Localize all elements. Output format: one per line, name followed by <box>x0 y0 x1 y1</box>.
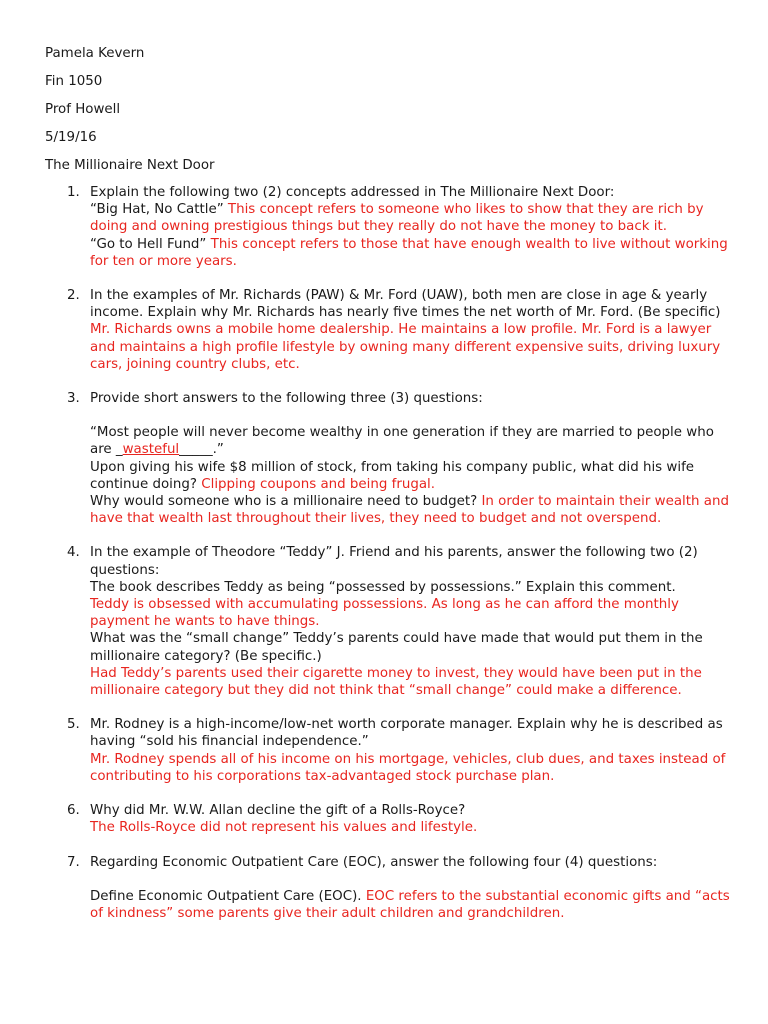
question-number: 5. <box>67 717 80 733</box>
course-name: Fin 1050 <box>45 74 103 89</box>
question-prompt: Regarding Economic Outpatient Care (EOC), answer the following four (4) questions: <box>90 854 658 870</box>
question-number: 6. <box>67 803 80 819</box>
document-page <box>45 40 735 922</box>
document-title: The Millionaire Next Door <box>45 158 215 173</box>
answer-text: EOC refers to the substantial economic gifts and “acts of kindness” some parents give their adult children and grandchildren. <box>90 888 730 921</box>
question-7 <box>45 854 735 923</box>
question-5 <box>45 716 735 785</box>
student-name: Pamela Kevern <box>45 46 145 61</box>
question-prompt: In the examples of Mr. Richards (PAW) & Mr. Ford (UAW), both men are close in age & yearly income. Explain why Mr. Richards has nearly five times the net worth of Mr. Ford. (Be specific) <box>90 288 721 321</box>
document-date: 5/19/16 <box>45 130 97 145</box>
question-prompt: In the example of Theodore “Teddy” J. Friend and his parents, answer the following two (2) questions: <box>90 545 698 578</box>
question-prompt: Why did Mr. W.W. Allan decline the gift of a Rolls-Royce? <box>90 803 466 819</box>
question-prompt: Provide short answers to the following three (3) questions: <box>90 391 483 407</box>
concept-go-to-hell-fund <box>90 236 735 270</box>
question-number: 4. <box>67 545 80 561</box>
question-3 <box>45 390 735 527</box>
answer-text: This concept refers to those that have enough wealth to live without working for ten or more years. <box>90 236 728 269</box>
question-6 <box>45 802 735 836</box>
fill-in-answer: wasteful <box>122 442 180 458</box>
question-prompt: Mr. Rodney is a high-income/low-net worth corporate manager. Explain why he is described as having “sold his financial independence.” <box>90 717 723 750</box>
question-number: 1. <box>67 185 80 200</box>
answer-text: In order to maintain their wealth and have that wealth last throughout their lives, they need to budget and not overspend. <box>90 494 729 527</box>
answer-text: The Rolls-Royce did not represent his values and lifestyle. <box>90 820 478 836</box>
concept-label: “Big Hat, No Cattle” <box>90 202 224 218</box>
question-number: 7. <box>67 854 80 870</box>
answer-text: Mr. Richards owns a mobile home dealership. He maintains a low profile. Mr. Ford is a lawyer and maintains a high profile lifestyle by owning many different expensive suits, driving luxury cars, joining country clubs, etc. <box>90 322 721 372</box>
subquestion-c: Why would someone who is a millionaire need to budget? In order to maintain their wealth and have that wealth last throughout their lives, they need to budget and not overspend. <box>90 494 729 527</box>
answer-text: Mr. Rodney spends all of his income on his mortgage, vehicles, club dues, and taxes instead of contributing to his corporations tax-advantaged stock purchase plan. <box>90 751 726 784</box>
question-1 <box>45 184 735 270</box>
question-4 <box>45 544 735 699</box>
answer-text: This concept refers to someone who likes to show that they are rich by doing and owning prestigious things but they really do not have the money to back it. <box>90 202 704 235</box>
subquestion-b: Upon giving his wife $8 million of stock, from taking his company public, what did his wife continue doing? Clipping coupons and being frugal. <box>90 459 695 492</box>
answer-text: Teddy is obsessed with accumulating possessions. As long as he can afford the monthly payment he wants to have things. <box>90 597 679 630</box>
subquestion-prompt: What was the “small change” Teddy’s parents could have made that would put them in the millionaire category? (Be specific.) <box>90 631 703 664</box>
answer-text: Had Teddy’s parents used their cigarette money to invest, they would have been put in the millionaire category but they did not think that “small change” could make a difference. <box>90 665 702 699</box>
question-prompt: Explain the following two (2) concepts addressed in The Millionaire Next Door: <box>90 185 615 200</box>
question-number: 2. <box>67 288 80 304</box>
answer-text: Clipping coupons and being frugal. <box>201 476 436 492</box>
subquestion-a: “Most people will never become wealthy in one generation if they are married to people who are _wasteful_____.” <box>90 425 714 458</box>
subquestion-a: Define Economic Outpatient Care (EOC). EOC refers to the substantial economic gifts and “acts of kindness” some parents give their adult children and grandchildren. <box>90 888 730 921</box>
question-number: 3. <box>67 391 80 407</box>
question-2 <box>45 287 735 373</box>
professor-name: Prof Howell <box>45 102 121 117</box>
subquestion-prompt: The book describes Teddy as being “possessed by possessions.” Explain this comment. <box>90 579 676 595</box>
concept-label: “Go to Hell Fund” <box>90 236 207 252</box>
concept-big-hat <box>90 201 735 235</box>
